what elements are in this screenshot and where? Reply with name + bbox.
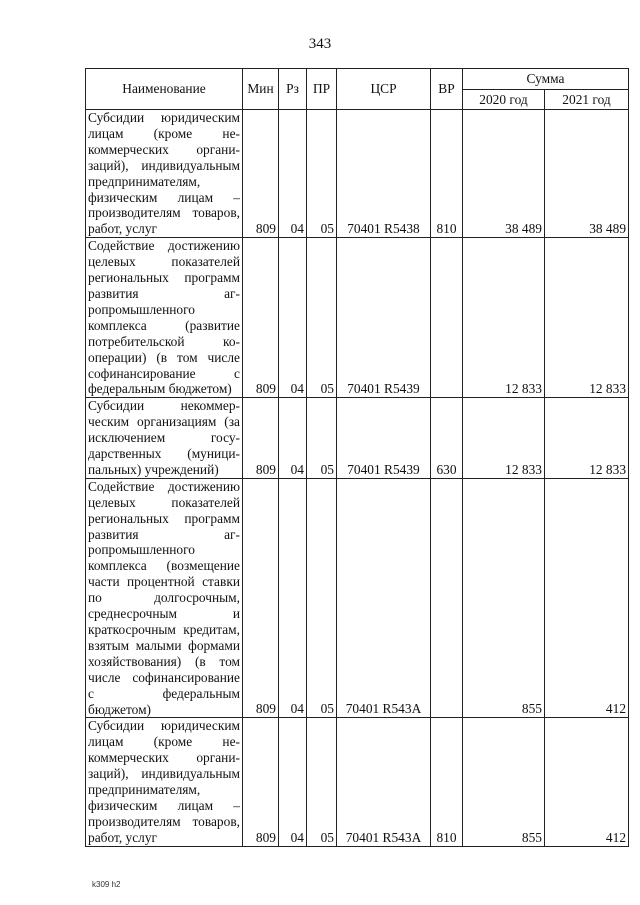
row-sum-2020: 855: [463, 718, 545, 846]
header-name: Наименование: [86, 69, 243, 110]
row-sum-2020: 38 489: [463, 110, 545, 238]
row-sum-2021: 12 833: [545, 398, 629, 479]
row-pr: 05: [307, 398, 337, 479]
row-sum-2021: 412: [545, 478, 629, 718]
row-pr: 05: [307, 478, 337, 718]
row-name: Содействие достижению целевых показателей региональных программ развития агропромышленного комплекса (развитие потребительской кооперации) (в том числе софинансирование с федеральным бюджетом): [86, 238, 243, 398]
row-pr: 05: [307, 110, 337, 238]
header-csr: ЦСР: [337, 69, 431, 110]
budget-table: [85, 68, 629, 847]
table-row: [86, 478, 629, 718]
header-pr: ПР: [307, 69, 337, 110]
header-year-2020: 2020 год: [463, 90, 545, 110]
header-min: Мин: [243, 69, 279, 110]
row-rz: 04: [279, 718, 307, 846]
row-sum-2020: 12 833: [463, 398, 545, 479]
row-rz: 04: [279, 238, 307, 398]
row-min: 809: [243, 718, 279, 846]
row-sum-2021: 38 489: [545, 110, 629, 238]
header-sum: Сумма: [463, 69, 629, 90]
row-sum-2020: 12 833: [463, 238, 545, 398]
row-rz: 04: [279, 110, 307, 238]
row-rz: 04: [279, 478, 307, 718]
row-vr: 630: [431, 398, 463, 479]
row-vr: [431, 238, 463, 398]
row-csr: 70401 R5439: [337, 238, 431, 398]
row-csr: 70401 R5439: [337, 398, 431, 479]
row-sum-2021: 12 833: [545, 238, 629, 398]
footer-code: k309 h2: [92, 880, 121, 889]
row-min: 809: [243, 478, 279, 718]
row-vr: [431, 478, 463, 718]
row-sum-2020: 855: [463, 478, 545, 718]
table-row: [86, 238, 629, 398]
row-rz: 04: [279, 398, 307, 479]
row-name: Субсидии юридическим лицам (кроме некоммерческих организаций), индивидуальным предпринимателям, физическим лицам – производителям товаров, работ, услуг: [86, 718, 243, 846]
row-sum-2021: 412: [545, 718, 629, 846]
table-row: [86, 110, 629, 238]
page-number: 343: [308, 36, 332, 52]
row-csr: 70401 R543A: [337, 718, 431, 846]
row-csr: 70401 R5438: [337, 110, 431, 238]
header-rz: Рз: [279, 69, 307, 110]
header-vr: ВР: [431, 69, 463, 110]
row-min: 809: [243, 398, 279, 479]
row-csr: 70401 R543A: [337, 478, 431, 718]
table-row: [86, 718, 629, 846]
row-min: 809: [243, 110, 279, 238]
table-row: [86, 398, 629, 479]
row-min: 809: [243, 238, 279, 398]
row-name: Субсидии юридическим лицам (кроме некоммерческих организаций), индивидуальным предпринимателям, физическим лицам – производителям товаров, работ, услуг: [86, 110, 243, 238]
row-vr: 810: [431, 110, 463, 238]
header-year-2021: 2021 год: [545, 90, 629, 110]
row-pr: 05: [307, 718, 337, 846]
row-name: Субсидии некоммерческим организациям (за исключением государственных (муниципальных) учреждений): [86, 398, 243, 479]
row-vr: 810: [431, 718, 463, 846]
table-header: [86, 69, 629, 110]
row-name: Содействие достижению целевых показателей региональных программ развития агропромышленного комплекса (возмещение части процентной ставки по долгосрочным, среднесрочным и краткосрочным кредитам, взятым малыми формами хозяйствования) (в том числе софинансирование с федеральным бюджетом): [86, 478, 243, 718]
row-pr: 05: [307, 238, 337, 398]
